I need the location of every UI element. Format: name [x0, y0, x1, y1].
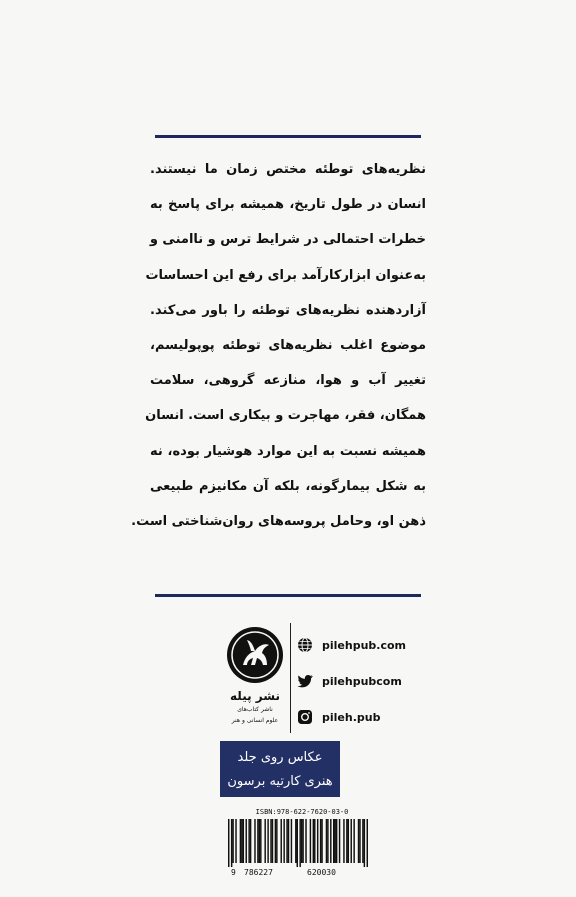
barcode: [228, 819, 368, 867]
publisher-block: [220, 623, 291, 733]
blurb-line: ذهن او، وحامل پروسه‌های روان‌شناختی است.: [131, 513, 426, 529]
photo-credit-name: هنری کارتیه برسون: [227, 774, 333, 789]
instagram-icon: [296, 708, 314, 726]
barcode-digits-left: 786227: [244, 868, 273, 877]
blurb-line: موضوع اغلب نظریه‌های توطئه پوپولیسم،: [150, 337, 426, 353]
top-divider: [155, 135, 421, 138]
barcode-lead-digit: 9: [231, 868, 236, 877]
twitter-link[interactable]: [296, 670, 426, 692]
bottom-divider: [155, 594, 421, 597]
isbn-label: ISBN:978-622-7620-03-0: [255, 808, 349, 816]
blurb-line: آزاردهنده نظریه‌های توطئه را باور می‌کند.: [150, 302, 426, 318]
blurb-line: به شکل بیمارگونه، بلکه آن مکانیزم طبیعی: [150, 478, 426, 494]
globe-icon: [296, 636, 314, 654]
publisher-desc-line1: ناشر کتاب‌های: [237, 706, 273, 713]
twitter-icon: [296, 672, 314, 690]
publisher-name: نشر پیله: [230, 689, 280, 703]
blurb-line: به‌عنوان ابزارکارآمد برای رفع این احساسات: [145, 267, 426, 283]
blurb-line: همیشه نسبت به این موارد هوشیار بوده، نه: [150, 443, 426, 459]
instagram-link[interactable]: [296, 706, 426, 728]
cover-photo-credit: [220, 741, 340, 797]
publisher-desc-line2: علوم انسانی و هنر: [231, 717, 279, 724]
twitter-text: pilehpubcom: [322, 674, 402, 688]
blurb-line: تغییر آب و هوا، منازعه گروهی، سلامت: [150, 373, 426, 389]
blurb-line: خطرات احتمالی در شرایط ترس و ناامنی و: [149, 232, 426, 248]
griffin-logo-icon: [227, 627, 283, 683]
blurb-line: همگان، فقر، مهاجرت و بیکاری است. انسان: [145, 408, 426, 424]
back-cover-blurb: [131, 152, 426, 539]
website-link[interactable]: [296, 634, 426, 656]
instagram-text: pileh.pub: [322, 710, 381, 724]
website-text: pilehpub.com: [322, 638, 407, 652]
barcode-digits-right: 620030: [307, 868, 336, 877]
blurb-line: انسان در طول تاریخ، همیشه برای پاسخ به: [150, 197, 426, 213]
photo-credit-title: عکاس روی جلد: [237, 750, 323, 765]
blurb-line: نظریه‌های توطئه مختص زمان ما نیستند.: [150, 162, 426, 177]
